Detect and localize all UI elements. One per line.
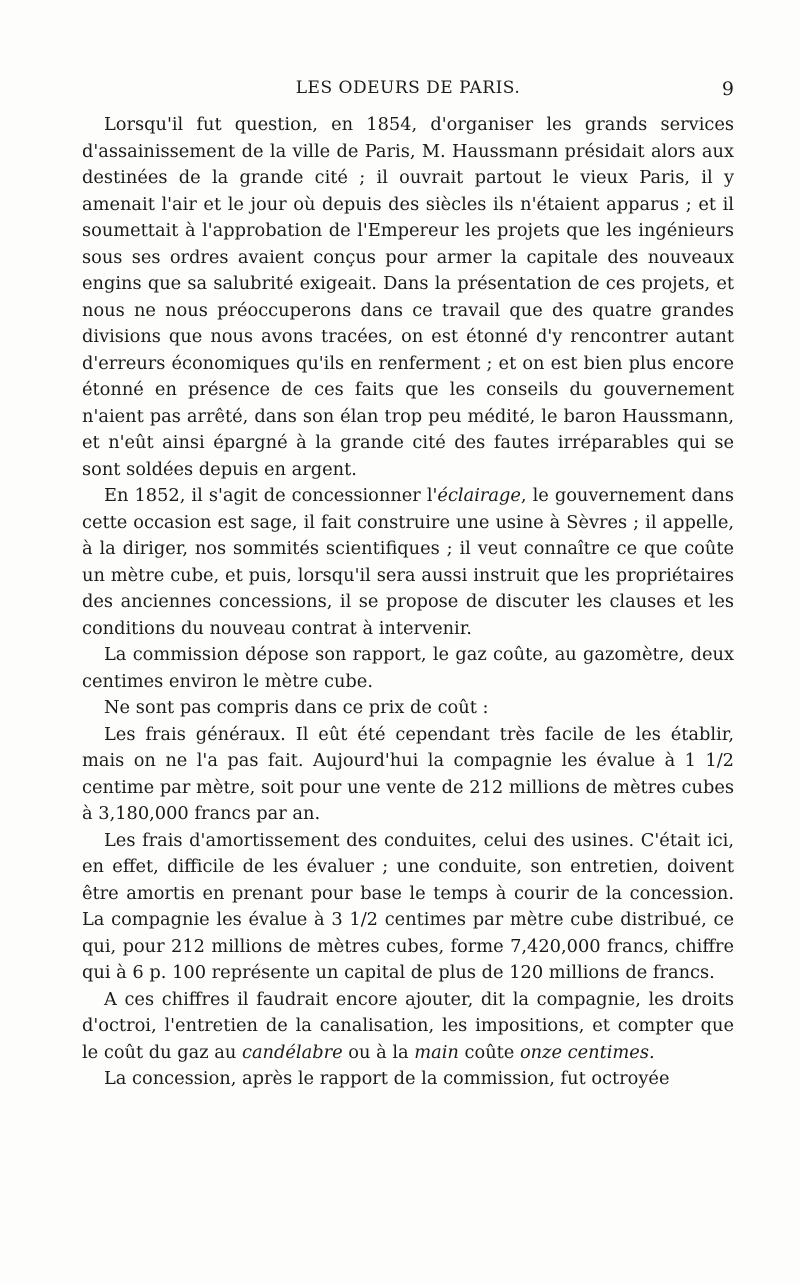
text-run: En 1852, il s'agit de concessionner l'	[104, 485, 438, 506]
text-run: La commission dépose son rapport, le gaz coûte, au gazomètre, deux centimes environ le mètre cube.	[82, 644, 734, 692]
page-number: 9	[721, 78, 734, 100]
text-run: A ces chiffres il faudrait encore ajouter, dit la compagnie, les droits d'octroi, l'entretien de la canalisation, les impositions, et compter que le coût du gaz au	[82, 988, 734, 1063]
body-text	[82, 112, 734, 1093]
italic-text: onze centimes.	[519, 1041, 655, 1063]
italic-text: éclairage	[437, 485, 521, 506]
text-run: ou à la	[342, 1041, 415, 1063]
paragraph	[82, 722, 734, 828]
paragraph	[82, 695, 734, 722]
running-title: LES ODEURS DE PARIS.	[295, 78, 521, 98]
text-run: Les frais d'amortissement des conduites, celui des usines. C'était ici, en effet, difficile de les évaluer ; une conduite, son entretien, doivent être amortis en prenant pour base le temps à courir de la concession. La compagnie les évalue à 3 1/2 centimes par mètre cube distribué, ce qui, pour 212 millions de mètres cubes, forme 7,420,000 francs, chiffre qui à 6 p. 100 représente un capital de plus de 120 millions de francs.	[82, 829, 734, 983]
text-run: coûte	[458, 1041, 520, 1063]
paragraph	[82, 828, 734, 987]
text-run: Les frais généraux. Il eût été cependant très facile de les établir, mais on ne l'a pas fait. Aujourd'hui la compagnie les évalue à 1 1/2 centime par mètre, soit pour une vente de 212 millions de mètres cubes à 3,180,000 francs par an.	[82, 723, 734, 824]
paragraph	[82, 483, 734, 642]
text-run: Lorsqu'il fut question, en 1854, d'organiser les grands services d'assainissement de la ville de Paris, M. Haussmann présidait alors aux destinées de la grande cité ; il ouvrait partout le vieux Paris, il y amenait l'air et le jour où depuis des siècles ils n'étaient apparus ; et il soumettait à l'approbation de l'Empereur les projets que les ingénieurs sous ses ordres avaient conçus pour armer la capitale des nouveaux engins que sa salubrité exigeait. Dans la présentation de ces projets, et nous ne nous préoccuperons dans ce travail que des quatre grandes divisions que nous avons tracées, on est étonné d'y rencontrer autant d'erreurs économiques qu'ils en renferment ; et on est bien plus encore étonné en présence de ces faits que les conseils du gouvernement n'aient pas arrêté, dans son élan trop peu médité, le baron Haussmann, et n'eût ainsi épargné à la grande cité des fautes irréparables qui se sont soldées depuis en argent.	[82, 114, 734, 480]
paragraph	[82, 112, 734, 483]
paragraph	[82, 987, 734, 1067]
page-header	[82, 78, 734, 108]
paragraph	[82, 1066, 734, 1093]
text-run: La concession, après le rapport de la commission, fut octroyée	[104, 1068, 670, 1089]
italic-text: candélabre	[241, 1041, 343, 1063]
paragraph	[82, 642, 734, 695]
text-run: , le gouvernement dans cette occasion est sage, il fait construire une usine à Sèvres ; il appelle, à la diriger, nos sommités scientifiques ; il veut connaître ce que coûte un mètre cube, et puis, lorsqu'il sera aussi instruit que les propriétaires des anciennes concessions, il se propose de discuter les clauses et les conditions du nouveau contrat à intervenir.	[82, 485, 734, 639]
text-run: Ne sont pas compris dans ce prix de coût :	[104, 697, 489, 718]
italic-text: main	[414, 1041, 459, 1063]
